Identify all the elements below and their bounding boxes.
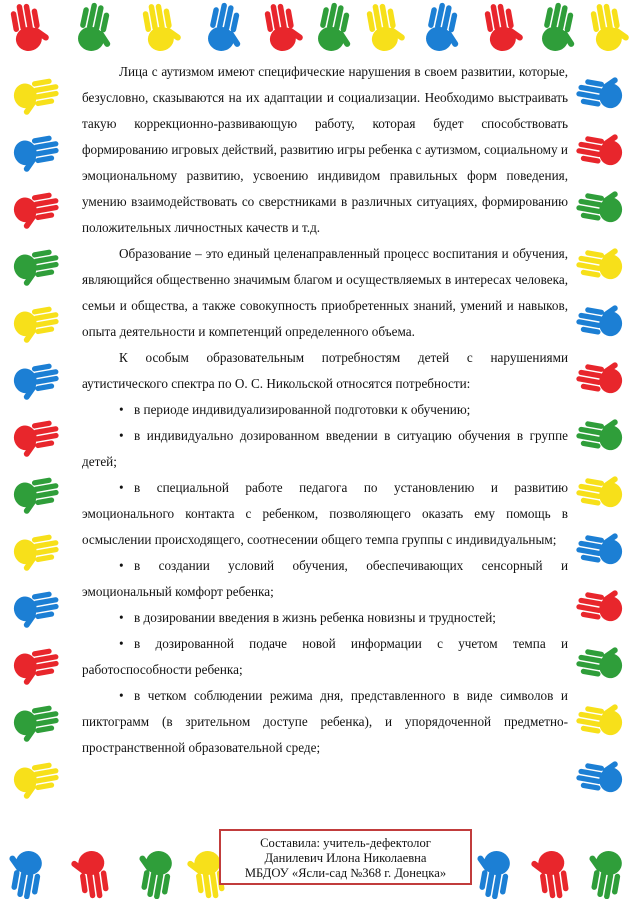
handprint-icon (575, 526, 626, 566)
handprint-icon (589, 0, 632, 53)
handprint-icon (575, 184, 626, 224)
handprint-icon (575, 583, 626, 623)
author-signature-box (219, 829, 472, 885)
bullet-item (82, 605, 568, 631)
bullet-icon: • (119, 480, 124, 495)
handprint-icon (575, 697, 626, 737)
handprint-icon (575, 127, 626, 167)
bullet-icon: • (119, 688, 124, 703)
bullet-icon: • (119, 636, 124, 651)
handprint-icon (2, 848, 45, 899)
handprint-icon (483, 0, 526, 53)
handprint-icon (582, 848, 625, 899)
handprint-icon (529, 849, 570, 899)
handprint-icon (141, 0, 184, 53)
body-paragraph: Образование – это единый целенаправленный процесс воспитания и обучения, являющийся общественно значимым благом и осуществляемых в интересах человека, семьи и общества, а также совокупность приобретенных знаний, умений и навыков, опыта деятельности и компетенций определенного объема. (82, 246, 568, 339)
handprint-icon (12, 590, 63, 630)
handprint-icon (12, 419, 63, 459)
handprint-icon (263, 0, 306, 53)
handprint-icon (12, 704, 63, 744)
handprint-icon (575, 70, 626, 110)
handprint-icon (205, 1, 249, 55)
handprint-icon (12, 362, 63, 402)
bullet-item (82, 397, 568, 423)
handprint-icon (12, 77, 63, 117)
bullet-icon: • (119, 558, 124, 573)
handprint-icon (365, 0, 408, 53)
handprint-icon (575, 412, 626, 452)
bullet-icon: • (119, 610, 124, 625)
bullet-item (82, 475, 568, 553)
handprint-icon (12, 476, 63, 516)
bullet-text: в специальной работе педагога по установлению и развитию эмоционального контакта с ребенком, позволяющего оказать ему помощь в осмыслении происходящего, соотнесении общего темпа группы с индивидуальным; (82, 480, 568, 547)
handprint-icon (12, 305, 63, 345)
bullet-item (82, 423, 568, 475)
bullet-item (82, 631, 568, 683)
bullet-text: в индивидуально дозированном введении в ситуацию обучения в группе детей; (82, 428, 568, 469)
handprint-icon (75, 1, 119, 55)
handprint-icon (315, 1, 359, 55)
bullet-text: в четком соблюдении режима дня, представленного в виде символов и пиктограмм (в зрительном доступе ребенка), и упорядоченной предметно-пространственной образовательной среде; (82, 688, 568, 755)
body-paragraph: К особым образовательным потребностям детей с нарушениями аутистического спектра по О. С. Никольской относятся потребности: (82, 350, 568, 391)
handprint-icon (12, 647, 63, 687)
handprint-icon (575, 469, 626, 509)
handprint-icon (12, 248, 63, 288)
bullet-text: в периоде индивидуализированной подготовки к обучению; (134, 402, 471, 417)
bullet-text: в создании условий обучения, обеспечивающих сенсорный и эмоциональный комфорт ребенка; (82, 558, 568, 599)
bullet-icon: • (119, 428, 124, 443)
document-body (82, 59, 568, 761)
bullet-text: в дозировании введения в жизнь ребенка новизны и трудностей; (134, 610, 496, 625)
handprint-icon (575, 241, 626, 281)
handprint-icon (69, 849, 110, 899)
handprint-icon (470, 848, 513, 899)
handprint-icon (12, 533, 63, 573)
body-paragraph: Лица с аутизмом имеют специфические нарушения в своем развитии, которые, безусловно, сказываются на их адаптации и социализации. Необходимо выстраивать такую коррекционно-развивающую работу, которая будет способствовать формированию игровых действий, развитию игры ребенка с аутизмом, социальному и эмоциональному развитию, усвоению индивидом правильных форм поведения, умению взаимодействовать со сверстниками в различных ситуациях, формированию положительных личностных качеств и т.д. (82, 64, 568, 235)
handprint-icon (9, 0, 52, 53)
handprint-icon (423, 1, 467, 55)
bullet-item (82, 683, 568, 761)
handprint-icon (575, 640, 626, 680)
handprint-icon (575, 298, 626, 338)
bullet-item (82, 553, 568, 605)
handprint-icon (12, 191, 63, 231)
handprint-icon (575, 355, 626, 395)
handprint-icon (539, 1, 583, 55)
bullet-text: в дозированной подаче новой информации с учетом темпа и работоспособности ребенка; (82, 636, 568, 677)
handprint-icon (12, 134, 63, 174)
signature-line-3: МБДОУ «Ясли-сад №368 г. Донецка» (244, 866, 447, 880)
handprint-icon (132, 848, 175, 899)
signature-line-2: Данилевич Илона Николаевна (264, 851, 427, 865)
signature-line-1: Составила: учитель-дефектолог (260, 836, 431, 850)
handprint-icon (12, 761, 63, 801)
bullet-icon: • (119, 402, 124, 417)
handprint-icon (575, 754, 626, 794)
